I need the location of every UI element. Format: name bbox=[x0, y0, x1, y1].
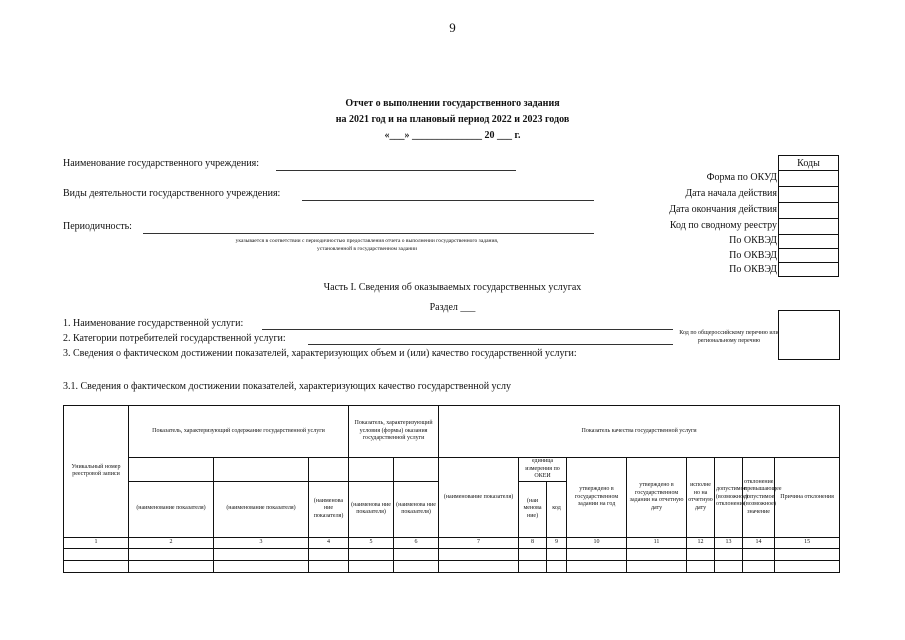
table-cell[interactable] bbox=[567, 548, 627, 560]
table-cell[interactable] bbox=[519, 560, 547, 572]
codes-header: Коды bbox=[779, 156, 839, 171]
col-executed: исполне но на отчетную дату bbox=[687, 458, 715, 538]
column-number: 10 bbox=[567, 537, 627, 548]
table-cell[interactable] bbox=[309, 548, 349, 560]
code-cell[interactable] bbox=[779, 263, 839, 277]
activity-types-label: Виды деятельности государственного учреждения: bbox=[63, 188, 281, 199]
table-cell[interactable] bbox=[775, 560, 840, 572]
col-indicator-name: (наименование показателя) bbox=[439, 458, 519, 538]
page-number: 9 bbox=[449, 20, 456, 35]
report-date-line: «___» ______________ 20 ___ г. bbox=[384, 130, 521, 141]
table-cell[interactable] bbox=[64, 560, 129, 572]
table-cell[interactable] bbox=[775, 548, 840, 560]
column-number: 11 bbox=[627, 537, 687, 548]
column-number: 12 bbox=[687, 537, 715, 548]
table-cell[interactable] bbox=[439, 548, 519, 560]
code-cell[interactable] bbox=[779, 203, 839, 219]
col-indicator-name: (наименова ние показателя) bbox=[309, 481, 349, 537]
table-cell[interactable] bbox=[687, 560, 715, 572]
column-number: 4 bbox=[309, 537, 349, 548]
codes-block bbox=[560, 155, 839, 277]
table-cell[interactable] bbox=[627, 560, 687, 572]
table-cell[interactable] bbox=[394, 548, 439, 560]
table-cell[interactable] bbox=[627, 548, 687, 560]
table-cell[interactable] bbox=[129, 548, 214, 560]
col-indicator-name: (наименова ние показателя) bbox=[349, 481, 394, 537]
codes-row-label: Дата окончания действия bbox=[669, 204, 777, 215]
content-value-cell[interactable] bbox=[309, 458, 349, 482]
code-cell[interactable] bbox=[779, 171, 839, 187]
subsection-title: 3.1. Сведения о фактическом достижении показателей, характеризующих качество государственной услу bbox=[63, 381, 511, 392]
table-cell[interactable] bbox=[715, 548, 743, 560]
column-number: 1 bbox=[64, 537, 129, 548]
column-number: 3 bbox=[214, 537, 309, 548]
table-cell[interactable] bbox=[349, 560, 394, 572]
col-indicator-name: (наименование показателя) bbox=[214, 481, 309, 537]
table-cell[interactable] bbox=[439, 560, 519, 572]
conditions-value-cell[interactable] bbox=[349, 458, 394, 482]
periodicity-field[interactable] bbox=[143, 233, 594, 234]
col-reason: Причина отклонения bbox=[775, 458, 840, 538]
table-cell[interactable] bbox=[743, 548, 775, 560]
table-cell[interactable] bbox=[567, 560, 627, 572]
group-conditions-indicator: Показатель, характеризующий условия (формы) оказания государственной услуги bbox=[349, 406, 439, 458]
service-name-label: 1. Наименование государственной услуги: bbox=[63, 318, 244, 329]
list-code-box[interactable] bbox=[778, 310, 840, 360]
table-cell[interactable] bbox=[687, 548, 715, 560]
group-content-indicator: Показатель, характеризующий содержание государственной услуги bbox=[129, 406, 349, 458]
table-cell[interactable] bbox=[715, 560, 743, 572]
codes-row-label: По ОКВЭД bbox=[729, 250, 777, 261]
column-number: 5 bbox=[349, 537, 394, 548]
codes-row-label: По ОКВЭД bbox=[729, 235, 777, 246]
codes-row-label: Код по сводному реестру bbox=[669, 220, 777, 231]
institution-name-field[interactable] bbox=[276, 170, 516, 171]
col-unit-code: код bbox=[547, 481, 567, 537]
table-cell[interactable] bbox=[214, 560, 309, 572]
table-cell[interactable] bbox=[743, 560, 775, 572]
service-name-field[interactable] bbox=[262, 329, 673, 330]
quality-indicators-table bbox=[63, 405, 840, 573]
table-cell[interactable] bbox=[64, 548, 129, 560]
column-number: 14 bbox=[743, 537, 775, 548]
conditions-value-cell[interactable] bbox=[394, 458, 439, 482]
column-number: 8 bbox=[519, 537, 547, 548]
section-label: Раздел ___ bbox=[429, 302, 476, 313]
table-cell[interactable] bbox=[547, 548, 567, 560]
institution-name-label: Наименование государственного учреждения: bbox=[63, 158, 260, 169]
col-exceeding-deviation: отклонение, превышающее допустимое (возможное) значение bbox=[743, 458, 775, 538]
col-approved-year: утверждено в государственном задании на год bbox=[567, 458, 627, 538]
report-period: на 2021 год и на плановый период 2022 и 2023 годов bbox=[335, 114, 570, 125]
code-cell[interactable] bbox=[779, 219, 839, 235]
table-cell[interactable] bbox=[309, 560, 349, 572]
table-cell[interactable] bbox=[349, 548, 394, 560]
code-cell[interactable] bbox=[779, 235, 839, 249]
col-registry-number: Уникальный номер реестровой записи bbox=[64, 406, 129, 538]
content-value-cell[interactable] bbox=[214, 458, 309, 482]
list-code-note: Код по общероссийскому перечню или региональному перечню bbox=[679, 330, 779, 345]
table-cell[interactable] bbox=[519, 548, 547, 560]
column-number: 6 bbox=[394, 537, 439, 548]
codes-row-label: По ОКВЭД bbox=[729, 264, 777, 275]
table-cell[interactable] bbox=[394, 560, 439, 572]
table-cell[interactable] bbox=[214, 548, 309, 560]
code-cell[interactable] bbox=[779, 187, 839, 203]
codes-row-label: Дата начала действия bbox=[685, 188, 777, 199]
group-quality-indicator: Показатель качества государственной услуги bbox=[439, 406, 840, 458]
codes-row-label: Форма по ОКУД bbox=[706, 172, 777, 183]
col-approved-date: утверждено в государственном задании на отчетную дату bbox=[627, 458, 687, 538]
table-cell[interactable] bbox=[129, 560, 214, 572]
column-number: 9 bbox=[547, 537, 567, 548]
column-number: 7 bbox=[439, 537, 519, 548]
code-cell[interactable] bbox=[779, 249, 839, 263]
col-unit: единица измерения по ОКЕИ bbox=[519, 458, 567, 482]
col-allowed-deviation: допустимое (возможное) отклонение bbox=[715, 458, 743, 538]
table-cell[interactable] bbox=[547, 560, 567, 572]
periodicity-label: Периодичность: bbox=[63, 221, 132, 232]
consumer-categories-label: 2. Категории потребителей государственной услуги: bbox=[63, 333, 286, 344]
consumer-categories-field[interactable] bbox=[308, 344, 673, 345]
activity-types-field[interactable] bbox=[302, 200, 594, 201]
part-title: Часть I. Сведения об оказываемых государственных услугах bbox=[323, 282, 582, 293]
column-number: 13 bbox=[715, 537, 743, 548]
report-title: Отчет о выполнении государственного задания bbox=[345, 98, 560, 109]
column-number: 15 bbox=[775, 537, 840, 548]
col-unit-name: (наи менова ние) bbox=[519, 481, 547, 537]
indicators-label: 3. Сведения о фактическом достижении показателей, характеризующих объем и (или) качество государственной услуги: bbox=[63, 348, 577, 359]
col-indicator-name: (наименование показателя) bbox=[129, 481, 214, 537]
col-indicator-name: (наименова ние показателя) bbox=[394, 481, 439, 537]
content-value-cell[interactable] bbox=[129, 458, 214, 482]
column-number: 2 bbox=[129, 537, 214, 548]
periodicity-note: указывается в соответствии с периодичностью предоставления отчета о выполнении государственного задания, установленной в государственном задании bbox=[235, 238, 499, 252]
